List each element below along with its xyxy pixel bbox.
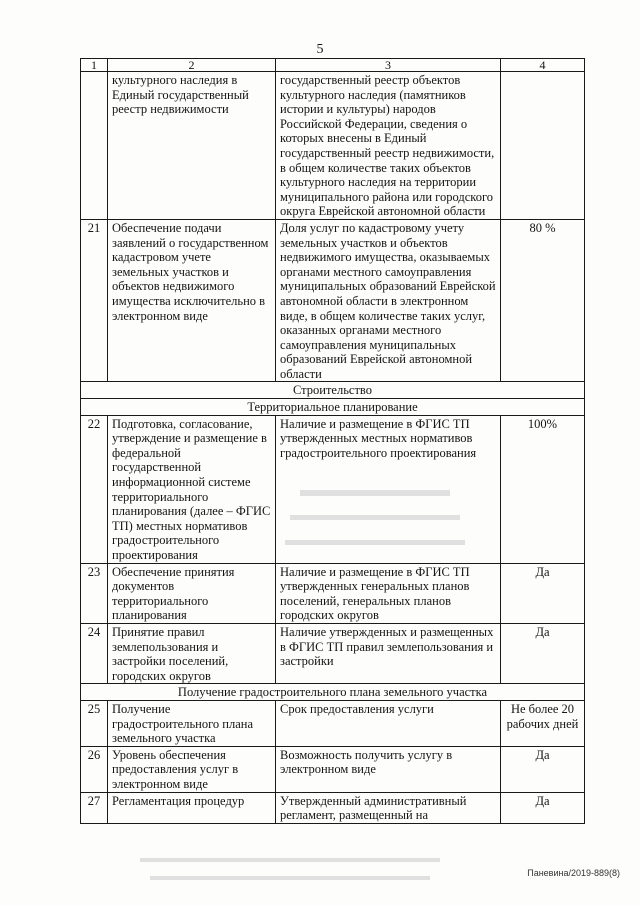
scan-smudge xyxy=(140,858,440,862)
measure-name: Обеспечение подачи заявлений о государственном кадастровом учете земельных участков и объектов недвижимого имущества исключительно в электронном виде xyxy=(108,219,276,382)
target-value: Да xyxy=(501,623,585,683)
section-row xyxy=(81,399,585,416)
measure-name: Подготовка, согласование, утверждение и размещение в федеральной государственной информационной системе территориального планирования (далее – ФГИС ТП) местных нормативов градостроительного проектирования xyxy=(108,415,276,563)
section-title: Получение градостроительного плана земельного участка xyxy=(81,684,585,701)
indicator-text: Возможность получить услугу в электронном виде xyxy=(276,746,501,792)
indicator-text: Срок предоставления услуги xyxy=(276,700,501,746)
indicator-text: Наличие и размещение в ФГИС ТП утвержденных генеральных планов поселений, генеральных планов городских округов xyxy=(276,563,501,623)
scan-smudge xyxy=(290,515,460,520)
table-row xyxy=(81,792,585,823)
indicator-text: Утвержденный административный регламент, размещенный на xyxy=(276,792,501,823)
row-number: 27 xyxy=(81,792,108,823)
target-value: Да xyxy=(501,792,585,823)
table-header-row xyxy=(81,59,585,72)
header-cell: 3 xyxy=(276,59,501,72)
document-code: Паневина/2019-889(8) xyxy=(527,868,620,878)
row-number: 22 xyxy=(81,415,108,563)
measure-name: Регламентация процедур xyxy=(108,792,276,823)
target-value: 100% xyxy=(501,415,585,563)
indicator-text: Наличие утвержденных и размещенных в ФГИС ТП правил землепользования и застройки xyxy=(276,623,501,683)
scan-smudge xyxy=(285,540,465,545)
header-cell: 2 xyxy=(108,59,276,72)
table-row xyxy=(81,72,585,220)
row-number: 23 xyxy=(81,563,108,623)
header-cell: 1 xyxy=(81,59,108,72)
target-value: Да xyxy=(501,746,585,792)
table-row xyxy=(81,563,585,623)
indicator-text: государственный реестр объектов культурного наследия (памятников истории и культуры) народов Российской Федерации, сведения о которых внесены в Единый государственный реестр недвижимости, в общем количестве таких объектов культурного наследия на территории муниципального района или городского округа Еврейской автономной области xyxy=(276,72,501,220)
section-title: Строительство xyxy=(81,382,585,399)
indicator-text: Доля услуг по кадастровому учету земельных участков и объектов недвижимого имущества, оказываемых органами местного самоуправления муниципальных образований Еврейской автономной области в электронном виде, в общем количестве таких услуг, оказанных органами местного самоуправления муниципальных образований Еврейской автономной области xyxy=(276,219,501,382)
page-number: 5 xyxy=(316,42,324,57)
measure-name: Обеспечение принятия документов территориального планирования xyxy=(108,563,276,623)
table-row xyxy=(81,700,585,746)
target-value: Не более 20 рабочих дней xyxy=(501,700,585,746)
row-number: 25 xyxy=(81,700,108,746)
measure-name: культурного наследия в Единый государственный реестр недвижимости xyxy=(108,72,276,220)
table-row xyxy=(81,746,585,792)
table-row xyxy=(81,219,585,382)
indicators-table xyxy=(80,58,585,824)
scan-smudge xyxy=(150,876,430,880)
row-number: 24 xyxy=(81,623,108,683)
row-number xyxy=(81,72,108,220)
table-row xyxy=(81,623,585,683)
header-cell: 4 xyxy=(501,59,585,72)
section-title: Территориальное планирование xyxy=(81,399,585,416)
indicator-text: Наличие и размещение в ФГИС ТП утвержденных местных нормативов градостроительного проектирования xyxy=(276,415,501,563)
section-row xyxy=(81,382,585,399)
target-value: 80 % xyxy=(501,219,585,382)
scan-smudge xyxy=(300,490,450,496)
target-value xyxy=(501,72,585,220)
measure-name: Принятие правил землепользования и застройки поселений, городских округов xyxy=(108,623,276,683)
row-number: 26 xyxy=(81,746,108,792)
measure-name: Уровень обеспечения предоставления услуг в электронном виде xyxy=(108,746,276,792)
target-value: Да xyxy=(501,563,585,623)
section-row xyxy=(81,684,585,701)
row-number: 21 xyxy=(81,219,108,382)
measure-name: Получение градостроительного плана земельного участка xyxy=(108,700,276,746)
